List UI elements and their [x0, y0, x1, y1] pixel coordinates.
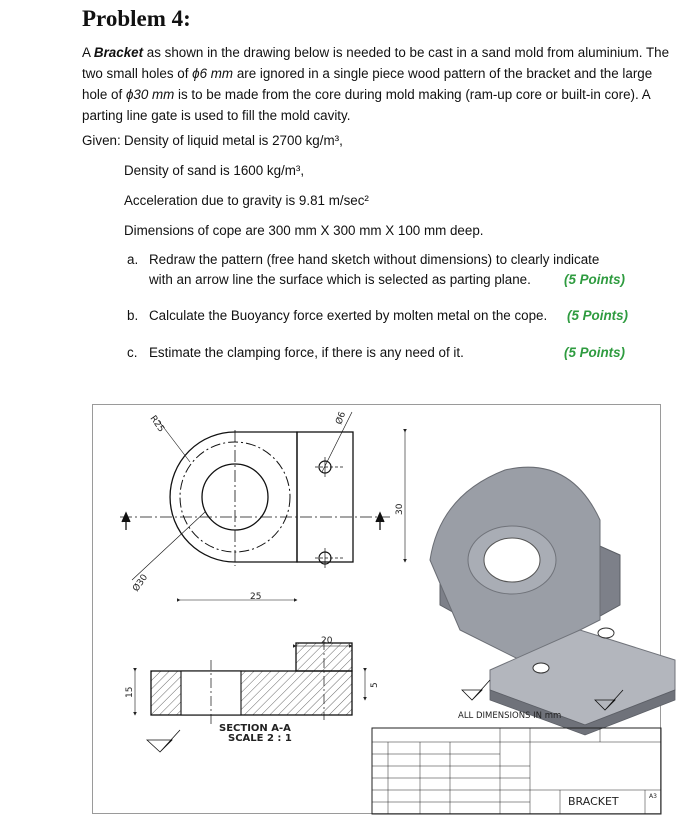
isometric-view — [430, 467, 675, 735]
given-item-density-sand: Density of sand is 1600 kg/m³, — [124, 163, 305, 178]
task-a-line-1: Redraw the pattern (free hand sketch without dimensions) to clearly indicate — [149, 252, 600, 267]
dim-d6: Ø6 — [334, 410, 349, 427]
task-c-points: (5 Points) — [564, 345, 626, 360]
intro-bracket-term: Bracket — [93, 45, 144, 60]
small-hole-iso-2 — [598, 628, 614, 638]
given-item-density-metal: Density of liquid metal is 2700 kg/m³, — [124, 133, 343, 148]
problem-title: Problem 4: — [82, 6, 191, 31]
task-b-points: (5 Points) — [567, 308, 629, 323]
task-c-line-1: Estimate the clamping force, if there is any need of it. — [149, 345, 464, 360]
title-block-part-name: BRACKET — [568, 795, 619, 808]
task-a-line-2: with an arrow line the surface which is selected as parting plane. — [149, 272, 531, 287]
large-hole-iso — [484, 538, 540, 582]
dim-20: 20 — [321, 636, 333, 646]
task-c-number: c. — [127, 345, 138, 360]
d30-leader — [132, 512, 205, 580]
top-view-flange — [297, 432, 353, 562]
section-arrow-left — [122, 513, 130, 530]
task-b-line-1: Calculate the Buoyancy force exerted by molten metal on the cope. — [149, 308, 548, 323]
finish-symbol-section — [147, 730, 180, 752]
task-a-points: (5 Points) — [564, 272, 626, 287]
intro-small-hole: ϕ6 mm — [192, 66, 234, 81]
intro-part-4: is to be made from the core during mold making (ram-up core or built-in core). A parting line gate is used to fill the mold cavity. — [82, 87, 650, 123]
dim-30: 30 — [395, 503, 405, 515]
finish-symbol-iso-1 — [462, 680, 490, 700]
section-label: SECTION A-A — [219, 723, 291, 734]
intro-part-1: A — [82, 45, 94, 60]
top-view-outline — [170, 432, 297, 562]
scale-label: SCALE 2 : 1 — [228, 733, 292, 744]
intro-part-2: as shown in the drawing below is needed to be cast in a sand mold from aluminium. The two small holes of — [82, 45, 670, 81]
given-item-cope-dimensions: Dimensions of cope are 300 mm X 300 mm X 100 mm deep. — [124, 223, 484, 238]
task-b-number: b. — [127, 308, 139, 323]
given-label: Given: — [82, 133, 121, 148]
given-item-gravity: Acceleration due to gravity is 9.81 m/sec² — [124, 193, 369, 208]
dim-d30: Ø30 — [131, 572, 151, 594]
dim-5: 5 — [370, 682, 380, 688]
dim-25: 25 — [250, 592, 262, 602]
intro-large-hole: ϕ30 mm — [125, 87, 175, 102]
top-view — [120, 412, 405, 600]
dim-15: 15 — [125, 686, 135, 698]
title-block-sheet-size: A3 — [649, 793, 657, 800]
dimensions-note: ALL DIMENSIONS IN mm — [458, 711, 562, 721]
dim-r25: R25 — [147, 413, 166, 435]
section-arrow-right — [376, 513, 384, 530]
small-hole-iso-1 — [533, 663, 549, 673]
task-a-number: a. — [127, 252, 139, 267]
intro-part-3: are ignored in a single piece wood pattern of the bracket and the large hole of — [82, 66, 653, 102]
